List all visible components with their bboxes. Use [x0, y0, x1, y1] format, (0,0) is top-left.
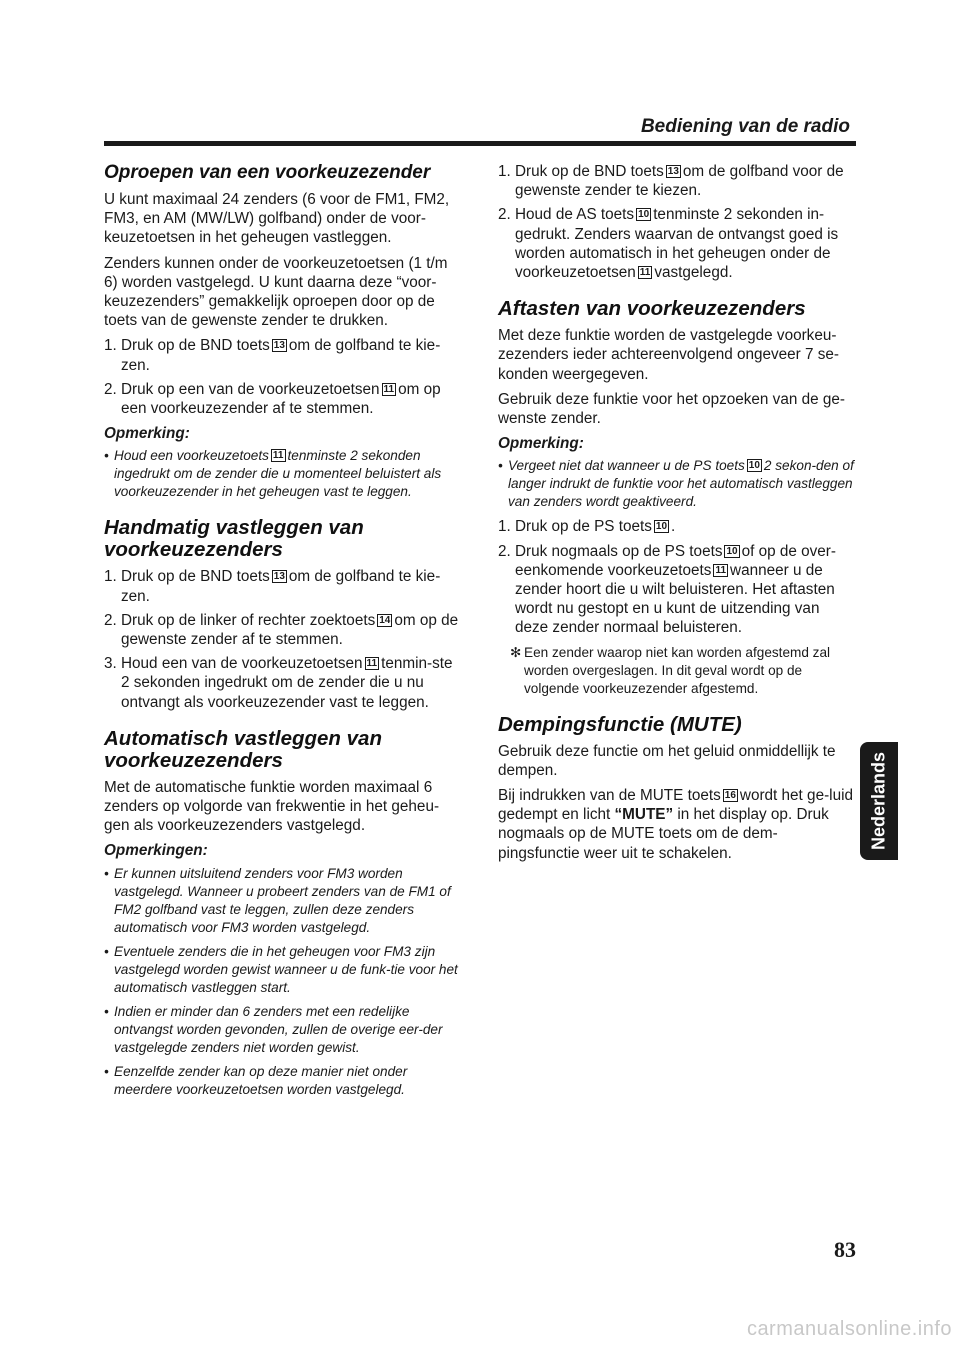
paragraph: U kunt maximaal 24 zenders (6 voor de FM1, FM2, FM3, en AM (MW/LW) golfband) onder de voor-keuzetoetsen in het geheugen vastleggen.	[104, 191, 450, 247]
right-column	[498, 162, 856, 869]
note-item: • Eenzelfde zender kan op deze manier niet onder meerdere voorkeuzetoetsen worden vastgelegd.	[104, 1063, 408, 1097]
key-number: 13	[667, 166, 679, 177]
key-number: 11	[383, 383, 395, 395]
note-label: Opmerking:	[104, 425, 190, 443]
page-number: 83	[834, 1237, 856, 1262]
key-number: 11	[639, 267, 651, 279]
note-item: • Indien er minder dan 6 zenders met een redelijke ontvangst worden gevonden, zullen de overige eer-der vastgelegde zenders niet worden gewist.	[104, 1003, 443, 1055]
note-item: • Er kunnen uitsluitend zenders voor FM3 worden vastgelegd. Wanneer u probeert zenders van de FM1 of FM2 golfband vast te leggen, zullen deze zenders automatisch voor FM3 worden vastgelegd.	[104, 865, 451, 935]
list-item: 1. Druk op de BND toets 13 om de golfband voor de gewenste zender te kiezen.	[498, 163, 844, 200]
step-list	[104, 336, 462, 418]
key-number: 10	[748, 460, 760, 472]
step-list	[498, 162, 856, 282]
list-item: 3. Houd een van de voorkeuzetoetsen 11 tenmin-ste 2 sekonden ingedrukt om de zender die u nu ontvangt als voorkeuzezender vast te leggen.	[104, 655, 453, 711]
key-number: 10	[655, 521, 668, 533]
note-item: • Eventuele zenders die in het geheugen voor FM3 zijn vastgelegd worden gewist wanneer u de funk-tie voor het automatisch vastleggen start.	[104, 943, 458, 995]
left-column	[104, 162, 462, 1105]
key-number: 11	[366, 658, 378, 670]
note-label: Opmerking:	[498, 435, 584, 453]
key-number: 11	[272, 450, 284, 462]
paragraph: Gebruik deze funktie voor het opzoeken van de ge-wenste zender.	[498, 390, 845, 428]
paragraph: Gebruik deze functie om het geluid onmiddellijk te dempen.	[498, 742, 836, 779]
list-item: 2. Druk nogmaals op de PS toets 10 of op de over-eenkomende voorkeuzetoets 11 wanneer u de zender hoort die u wilt beluisteren. Het aftasten wordt nu gestopt en u kunt de uitzending van deze zender normaal beluisteren.	[498, 542, 836, 637]
header-rule	[104, 141, 856, 146]
section-title: Dempingsfunctie (MUTE)	[498, 712, 742, 736]
watermark: carmanualsonline.info	[746, 1318, 952, 1340]
list-item: 1. Druk op de BND toets 13 om de golfband te kie-zen.	[104, 337, 441, 374]
list-item: 2. Druk op de linker of rechter zoektoets 14 om op de gewenste zender af te stemmen.	[104, 611, 459, 649]
page-header-title: Bediening van de radio	[640, 116, 850, 137]
key-number: 11	[715, 564, 727, 576]
list-item: 1. Druk op de BND toets 13 om de golfband te kie-zen.	[104, 568, 441, 605]
paragraph: Bij indrukken van de MUTE toets 16 wordt het ge-luid gedempt en licht “MUTE” in het display op. Druk nogmaals op de MUTE toets om de dem-pingsfunctie weer uit te schakelen.	[498, 787, 853, 862]
section-title: Oproepen van een voorkeuzezender	[104, 162, 431, 183]
section-title: Aftasten van voorkeuzezenders	[498, 297, 806, 321]
step-list	[498, 517, 856, 637]
key-number: 10	[638, 209, 650, 221]
list-item: 2. Houd de AS toets 10 tenminste 2 sekonden in-gedrukt. Zenders waarvan de ontvangst goed is worden automatisch in het geheugen onder de voorkeuzetoetsen 11 vastgelegd.	[498, 206, 839, 282]
key-number: 14	[379, 614, 391, 626]
section-title: Automatisch vastleggen van voorkeuzezenders	[104, 726, 382, 772]
key-number: 16	[724, 790, 736, 802]
list-item: 1. Druk op de PS toets 10 .	[498, 518, 676, 536]
note-label: Opmerkingen:	[104, 842, 208, 860]
key-number: 13	[273, 571, 285, 583]
paragraph: Zenders kunnen onder de voorkeuzetoetsen (1 t/m 6) worden vastgelegd. U kunt daarna deze “voor-keuzezenders” gemakkelijk oproepen door op de toets van de gewenste zender te drukken.	[104, 254, 448, 330]
key-number: 13	[273, 340, 285, 352]
key-number: 10	[726, 545, 738, 557]
section-title: Handmatig vastleggen van voorkeuzezenders	[104, 516, 364, 562]
note-item: • Vergeet niet dat wanneer u de PS toets 10 2 sekon-den of langer indrukt de funktie voor het automatisch vastleggen van zenders wordt geaktiveerd.	[498, 458, 854, 510]
asterisk-note: ✻ Een zender waarop niet kan worden afgestemd zal worden overgeslagen. In dit geval wordt op de volgende voorkeuzezender afgestemd.	[510, 644, 831, 696]
language-side-tab: Nederlands	[860, 742, 898, 860]
step-list	[104, 567, 462, 711]
paragraph: Met de automatische funktie worden maximaal 6 zenders op volgorde van frekwentie in het geheu-gen als voorkeuzezenders vastgelegd.	[104, 778, 440, 835]
paragraph: Met deze funktie worden de vastgelegde voorkeu-zezenders ieder achtereenvolgend ongeveer 7 se-konden weergegeven.	[498, 327, 840, 383]
list-item: 2. Druk op een van de voorkeuzetoetsen 11 om op een voorkeuzezender af te stemmen.	[104, 380, 441, 418]
note-item: • Houd een voorkeuzetoets 11 tenminste 2 sekonden ingedrukt om de zender die u momenteel beluistert als voorkeuzezender in het geheugen vast te leggen.	[104, 448, 442, 500]
